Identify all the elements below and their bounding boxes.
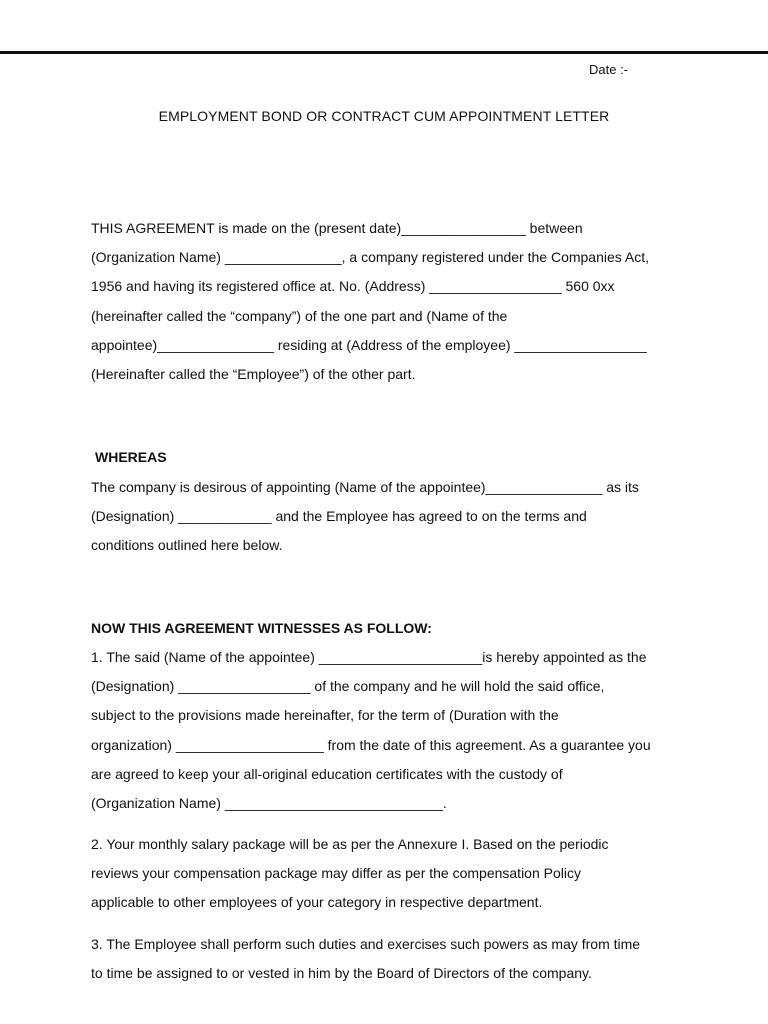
- agreement-paragraph: [91, 214, 681, 389]
- whereas-line: The company is desirous of appointing (Name of the appointee)_______________ as its: [91, 479, 639, 495]
- clause-1-line: are agreed to keep your all-original education certificates with the custody of: [91, 765, 563, 782]
- clause-1: [91, 643, 681, 818]
- clause-2-line: 2. Your monthly salary package will be as per the Annexure I. Based on the periodic: [91, 836, 609, 852]
- clause-1-line: organization) ___________________ from the date of this agreement. As a guarantee you: [91, 736, 651, 753]
- agreement-line: THIS AGREEMENT is made on the (present date)________________ between: [91, 220, 583, 236]
- agreement-line: (Organization Name) _______________, a company registered under the Companies Act,: [91, 249, 650, 266]
- whereas-line: conditions outlined here below.: [91, 537, 283, 554]
- clause-1-line: subject to the provisions made hereinafter, for the term of (Duration with the: [91, 707, 559, 724]
- clause-1-line: 1. The said (Name of the appointee) _____________________is hereby appointed as the: [91, 649, 647, 665]
- clause-1-line: (Organization Name) ____________________________.: [91, 795, 447, 812]
- agreement-line: appointee)_______________ residing at (Address of the employee) _________________: [91, 336, 647, 353]
- whereas-paragraph: [91, 473, 681, 561]
- document-title: EMPLOYMENT BOND OR CONTRACT CUM APPOINTMENT LETTER: [158, 108, 610, 124]
- clause-2-line: reviews your compensation package may differ as per the compensation Policy: [91, 865, 581, 882]
- clause-3-line: to time be assigned to or vested in him by the Board of Directors of the company.: [91, 965, 592, 982]
- date-label: Date :-: [589, 62, 629, 77]
- top-rule: [0, 51, 768, 54]
- agreement-line: (Hereinafter called the “Employee”) of the other part.: [91, 366, 416, 383]
- whereas-heading: WHEREAS: [95, 449, 167, 465]
- clause-1-line: (Designation) _________________ of the company and he will hold the said office,: [91, 678, 605, 695]
- clause-3-line: 3. The Employee shall perform such duties and exercises such powers as may from time: [91, 936, 641, 952]
- agreement-line: 1956 and having its registered office at. No. (Address) _________________ 560 0xx: [91, 278, 615, 295]
- clause-2-line: applicable to other employees of your category in respective department.: [91, 894, 543, 911]
- agreement-line: (hereinafter called the “company”) of the one part and (Name of the: [91, 307, 508, 324]
- witnesses-heading: NOW THIS AGREEMENT WITNESSES AS FOLLOW:: [91, 620, 432, 636]
- clause-3: [91, 930, 681, 988]
- whereas-line: (Designation) ____________ and the Employee has agreed to on the terms and: [91, 508, 587, 525]
- clause-2: [91, 830, 681, 918]
